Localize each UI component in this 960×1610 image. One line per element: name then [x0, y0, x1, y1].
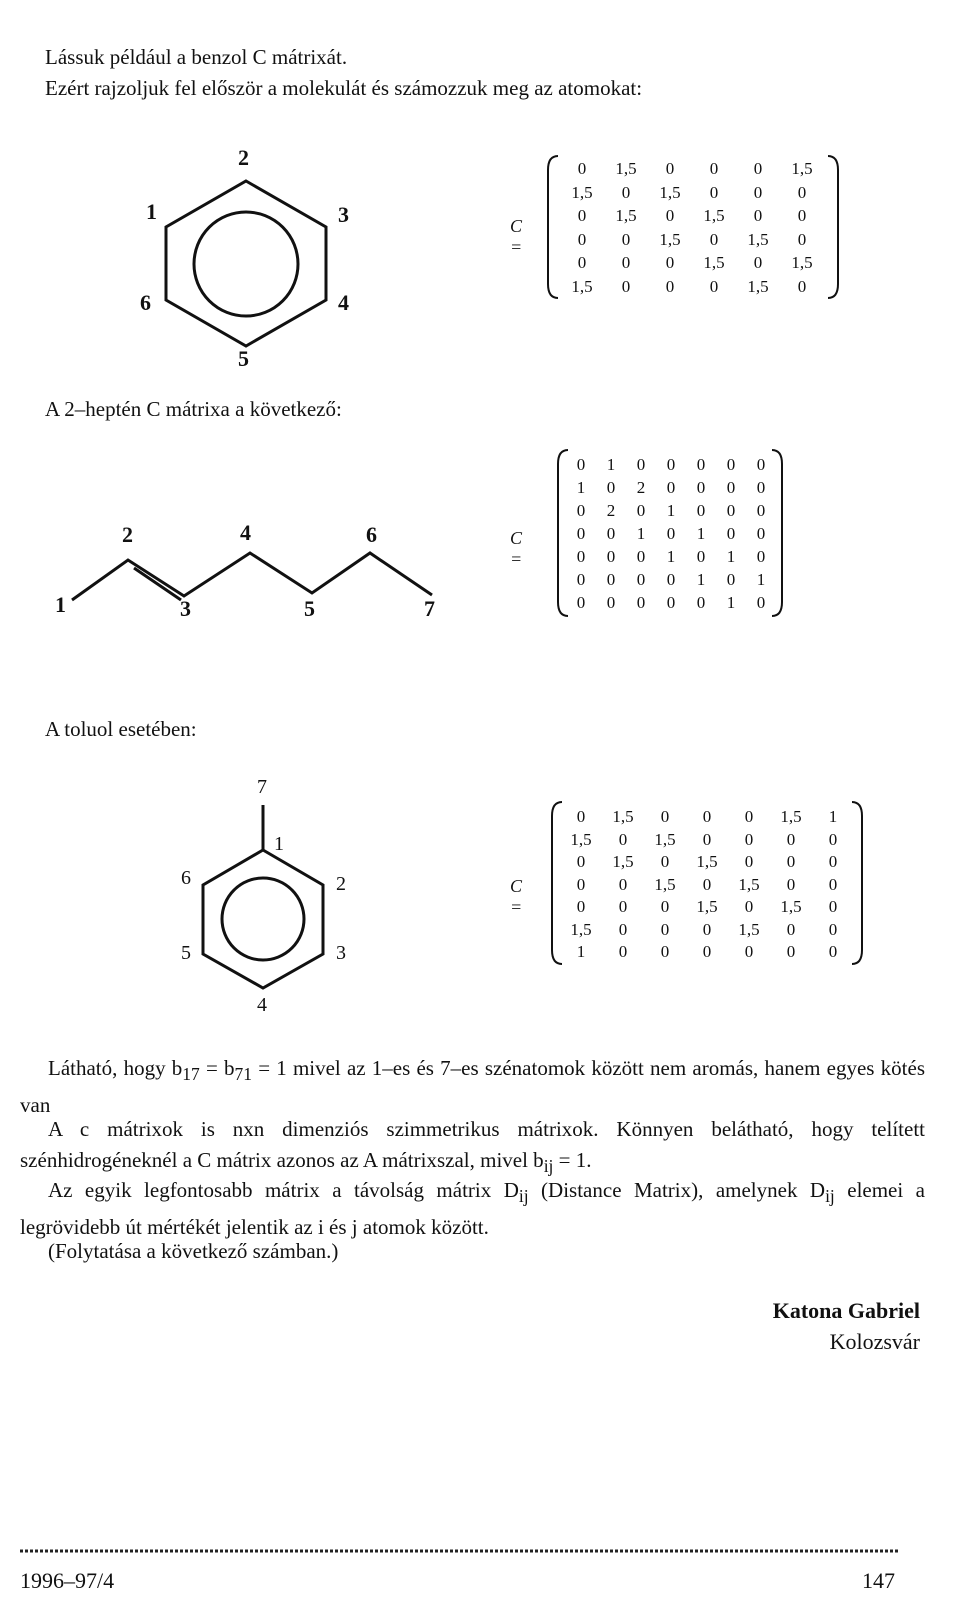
toluene-atom-6: 6 [181, 867, 191, 889]
heptene-matrix-cell: 0 [726, 570, 736, 589]
heptene-matrix-cell: 0 [666, 570, 676, 589]
heptene-matrix-cell: 0 [576, 547, 586, 566]
heptene-matrix-cell: 2 [606, 501, 616, 520]
intro-line-2: Ezért rajzoljuk fel először a molekulát és számozzuk meg az atomokat: [45, 76, 643, 100]
toluene-matrix-cell: 0 [576, 874, 586, 894]
toluene-matrix-cell: 0 [702, 919, 712, 939]
toluene-matrix-cell: 1 [576, 942, 586, 961]
heptene-atom-4: 4 [240, 520, 251, 545]
heptene-heading: A 2–heptén C mátrixa a következő: [45, 397, 342, 421]
p3-mid: (Distance Matrix), amelynek D [528, 1178, 826, 1202]
toluene-matrix-cell: 0 [618, 874, 628, 894]
p1-post: = 1 mivel az 1–es és 7–es szénatomok között nem aromás, hanem egyes kötés van [20, 1056, 925, 1117]
toluene-atom-3: 3 [336, 942, 346, 964]
toluene-matrix-cell: 0 [744, 852, 754, 871]
toluene-matrix-cell: 0 [828, 897, 838, 916]
toluene-atom-5: 5 [181, 942, 191, 964]
benzene-atom-5: 5 [238, 346, 249, 371]
benzene-matrix-cell: 1,5 [615, 159, 637, 178]
p2-sub: ij [543, 1155, 554, 1176]
heptene-matrix-cell: 2 [636, 478, 646, 497]
issue-number: 1996–97/4 [20, 1568, 115, 1593]
benzene-matrix-cell: 0 [665, 206, 675, 225]
heptene-matrix-cell: 0 [576, 501, 586, 520]
heptene-matrix-cell: 0 [666, 524, 676, 543]
intro-line-1: Lássuk például a benzol C mátrixát. [45, 45, 348, 69]
toluene-matrix-cell: 0 [744, 942, 754, 961]
benzene-matrix-cell: 1,5 [571, 276, 593, 296]
toluene-matrix-cell: 0 [786, 919, 796, 939]
heptene-matrix-cell: 0 [576, 593, 586, 612]
heptene-atom-7: 7 [424, 596, 435, 621]
toluene-matrix-cell: 0 [660, 897, 670, 916]
heptene-matrix-cell: 1 [696, 524, 706, 543]
heptene-atom-1: 1 [55, 592, 66, 617]
benzene-matrix-cell: 0 [797, 276, 807, 296]
toluene-matrix-cell: 1,5 [696, 897, 718, 916]
benzene-matrix-cell: 1,5 [615, 206, 637, 225]
heptene-matrix-cell: 0 [696, 478, 706, 497]
benzene-matrix-lhs: C = [510, 216, 523, 257]
toluene-matrix-cell: 0 [786, 829, 796, 849]
author-city: Kolozsvár [829, 1329, 920, 1354]
heptene-matrix-cell: 0 [606, 524, 616, 543]
heptene-matrix-cell: 1 [756, 570, 766, 589]
heptene-matrix-cell: 0 [726, 455, 736, 474]
toluene-matrix-cell: 1 [828, 807, 838, 826]
toluene-matrix-cell: 1,5 [738, 874, 760, 894]
heptene-matrix-cell: 0 [576, 524, 586, 543]
heptene-matrix-cell: 0 [576, 570, 586, 589]
toluene-matrix-cell: 1,5 [780, 897, 802, 916]
toluene-matrix-cell: 1,5 [654, 829, 676, 849]
benzene-matrix-cell: 0 [709, 182, 719, 202]
p3-post: elemei a legrövidebb út mértékét jelentik az i és j atomok között. [20, 1178, 925, 1239]
heptene-matrix-cell: 0 [756, 593, 766, 612]
benzene-matrix-cell: 0 [797, 182, 807, 202]
toluene-matrix-cell: 0 [828, 942, 838, 961]
benzene-matrix-cell: 1,5 [703, 206, 725, 225]
p3-pre: Az egyik legfontosabb mátrix a távolság mátrix D [48, 1178, 519, 1202]
heptene-matrix-cell: 0 [666, 593, 676, 612]
toluene-matrix-cell: 0 [702, 807, 712, 826]
toluene-matrix-cell: 1,5 [612, 852, 634, 871]
benzene-matrix-cell: 0 [797, 206, 807, 225]
toluene-matrix-cell: 0 [702, 829, 712, 849]
heptene-matrix-cell: 0 [756, 501, 766, 520]
toluene-matrix-cell: 0 [576, 897, 586, 916]
heptene-matrix-cell: 1 [606, 455, 616, 474]
toluene-atom-4: 4 [257, 994, 267, 1016]
heptene-matrix-cell: 1 [636, 524, 646, 543]
toluene-matrix-cell: 1,5 [738, 919, 760, 939]
toluene-heading: A toluol esetében: [45, 717, 197, 741]
heptene-matrix-cell: 0 [636, 570, 646, 589]
toluene-matrix-cell: 0 [786, 874, 796, 894]
heptene-atom-6: 6 [366, 522, 377, 547]
heptene-matrix-cell: 0 [636, 547, 646, 566]
toluene-matrix-cell: 0 [618, 829, 628, 849]
toluene-matrix-cell: 1,5 [780, 807, 802, 826]
heptene-atom-5: 5 [304, 596, 315, 621]
toluene-matrix-cell: 0 [828, 874, 838, 894]
benzene-matrix-cell: 1,5 [791, 253, 813, 272]
benzene-atom-4: 4 [338, 290, 349, 315]
toluene-matrix-cell: 0 [576, 807, 586, 826]
toluene-matrix-cell: 0 [828, 919, 838, 939]
p3-sub-2: ij [825, 1186, 835, 1207]
benzene-matrix-cell: 1,5 [659, 182, 681, 202]
p2-post: = 1. [553, 1147, 592, 1172]
benzene-matrix-cell: 0 [665, 159, 675, 178]
benzene-matrix-cell: 0 [577, 159, 587, 178]
toluene-matrix-cell: 0 [828, 829, 838, 849]
benzene-matrix-cell: 0 [577, 206, 587, 225]
toluene-matrix-cell: 1,5 [570, 919, 592, 939]
p1-sub-1: 17 [182, 1064, 200, 1085]
p1-mid: = b [199, 1056, 235, 1080]
heptene-matrix-cell: 0 [666, 478, 676, 497]
benzene-matrix-cell: 0 [709, 276, 719, 296]
toluene-matrix-cell: 0 [618, 919, 628, 939]
heptene-matrix-cell: 0 [636, 593, 646, 612]
benzene-matrix-cell: 0 [709, 159, 719, 178]
p1-sub-2: 71 [234, 1064, 253, 1085]
benzene-matrix-cell: 0 [797, 229, 807, 249]
toluene-matrix-cell: 1,5 [570, 829, 592, 849]
toluene-matrix-cell: 1,5 [696, 852, 718, 871]
heptene-matrix-cell: 0 [636, 455, 646, 474]
toluene-matrix-cell: 0 [744, 829, 754, 849]
benzene-matrix-cell: 0 [665, 253, 675, 272]
toluene-matrix-cell: 0 [660, 852, 670, 871]
toluene-matrix-cell: 0 [744, 897, 754, 916]
p4-text: (Folytatása a következő számban.) [48, 1239, 339, 1263]
heptene-atom-2: 2 [122, 522, 133, 547]
heptene-matrix-cell: 0 [606, 547, 616, 566]
heptene-matrix-cell: 0 [606, 593, 616, 612]
toluene-matrix-cell: 0 [828, 852, 838, 871]
benzene-matrix-cell: 0 [753, 206, 763, 225]
toluene-matrix-cell: 1,5 [612, 807, 634, 826]
benzene-matrix-cell: 0 [621, 253, 631, 272]
heptene-matrix-cell: 0 [756, 455, 766, 474]
toluene-matrix-lhs: C = [510, 876, 523, 917]
toluene-matrix-cell: 0 [744, 807, 754, 826]
toluene-matrix-cell: 0 [786, 942, 796, 961]
heptene-matrix-cell: 0 [726, 478, 736, 497]
benzene-matrix-cell: 0 [577, 229, 587, 249]
benzene-atom-1: 1 [146, 199, 157, 224]
heptene-matrix-cell: 0 [756, 547, 766, 566]
heptene-matrix-lhs: C = [510, 528, 523, 569]
p2-pre: A c mátrixok is nxn dimenziós szimmetrikus mátrixok. Könnyen belátható, hogy telített szénhidrogéneknél a C mátrix azonos az A mátrixszal, mivel b [20, 1117, 925, 1172]
heptene-matrix-cell: 0 [576, 455, 586, 474]
toluene-matrix-cell: 0 [618, 942, 628, 961]
benzene-atom-6: 6 [140, 290, 151, 315]
toluene-matrix-cell: 0 [702, 874, 712, 894]
toluene-matrix-cell: 1,5 [654, 874, 676, 894]
benzene-matrix-cell: 0 [621, 182, 631, 202]
benzene-matrix-cell: 0 [577, 253, 587, 272]
heptene-matrix-cell: 0 [756, 524, 766, 543]
author-name: Katona Gabriel [772, 1298, 920, 1323]
toluene-atom-1: 1 [274, 833, 284, 855]
benzene-matrix-cell: 1,5 [747, 229, 769, 249]
heptene-matrix-cell: 0 [606, 478, 616, 497]
benzene-matrix-cell: 0 [621, 276, 631, 296]
toluene-matrix-cell: 0 [618, 897, 628, 916]
benzene-matrix-cell: 0 [753, 182, 763, 202]
toluene-matrix-cell: 0 [702, 942, 712, 961]
toluene-matrix-cell: 0 [660, 807, 670, 826]
heptene-matrix-cell: 0 [726, 501, 736, 520]
heptene-matrix-cell: 1 [666, 547, 676, 566]
benzene-matrix-cell: 0 [665, 276, 675, 296]
benzene-atom-2: 2 [238, 145, 249, 170]
benzene-matrix-cell: 0 [753, 253, 763, 272]
p3-sub-1: ij [518, 1186, 529, 1207]
heptene-matrix-cell: 0 [726, 524, 736, 543]
heptene-atom-3: 3 [180, 596, 191, 621]
benzene-matrix-cell: 1,5 [659, 229, 681, 249]
toluene-matrix-cell: 0 [786, 852, 796, 871]
page-number: 147 [862, 1568, 895, 1593]
toluene-matrix-cell: 0 [576, 852, 586, 871]
toluene-matrix-cell: 0 [660, 942, 670, 961]
benzene-matrix-cell: 0 [621, 229, 631, 249]
heptene-matrix-cell: 1 [726, 593, 736, 612]
benzene-matrix-cell: 1,5 [703, 253, 725, 272]
benzene-matrix-cell: 1,5 [571, 182, 593, 202]
heptene-matrix-cell: 1 [726, 547, 736, 566]
heptene-matrix-cell: 0 [666, 455, 676, 474]
toluene-atom-7: 7 [257, 776, 267, 798]
heptene-matrix-cell: 1 [696, 570, 706, 589]
benzene-matrix-cell: 1,5 [791, 159, 813, 178]
heptene-matrix-cell: 0 [696, 547, 706, 566]
p1-pre: Látható, hogy b [48, 1056, 183, 1080]
heptene-matrix-cell: 0 [696, 455, 706, 474]
heptene-matrix-cell: 0 [636, 501, 646, 520]
heptene-matrix-cell: 0 [696, 501, 706, 520]
heptene-matrix-cell: 0 [696, 593, 706, 612]
benzene-atom-3: 3 [338, 202, 349, 227]
benzene-matrix-cell: 0 [753, 159, 763, 178]
heptene-matrix-cell: 0 [606, 570, 616, 589]
benzene-matrix-cell: 0 [709, 229, 719, 249]
heptene-matrix-cell: 1 [666, 501, 676, 520]
toluene-atom-2: 2 [336, 873, 346, 895]
benzene-matrix-cell: 1,5 [747, 276, 769, 296]
heptene-matrix-cell: 0 [756, 478, 766, 497]
heptene-matrix-cell: 1 [576, 478, 586, 497]
toluene-matrix-cell: 0 [660, 919, 670, 939]
